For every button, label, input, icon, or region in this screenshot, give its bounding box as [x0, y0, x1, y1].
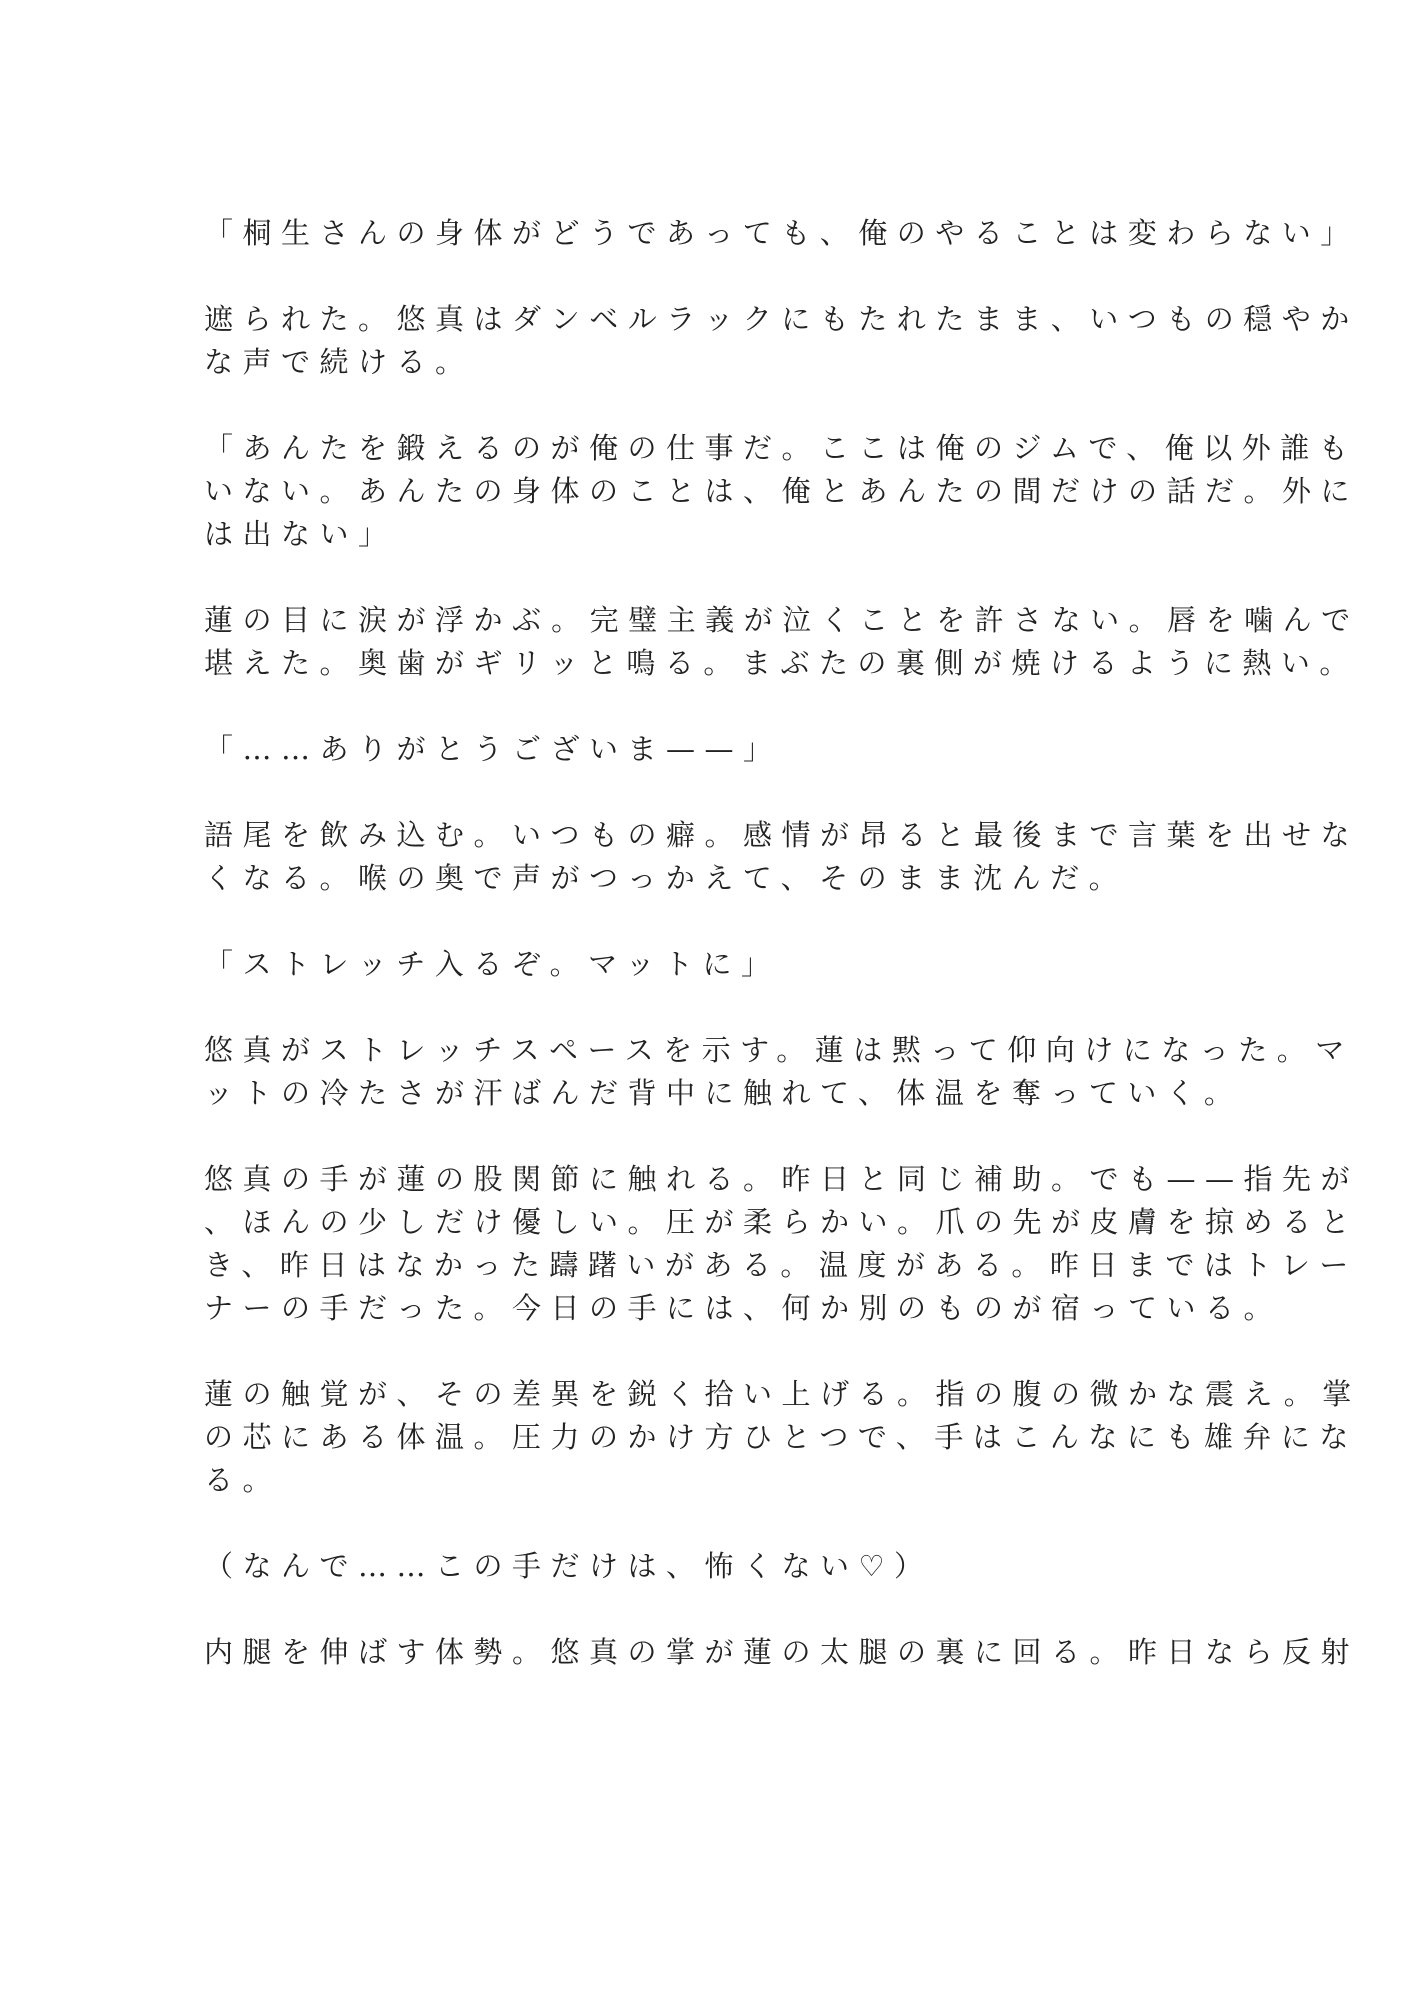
text-line: くなる。喉の奥で声がつっかえて、そのまま沈んだ。 — [204, 861, 1128, 895]
text-line: 悠真の手が蓮の股関節に触れる。昨日と同じ補助。でも——指先が — [204, 1162, 1360, 1196]
paragraph — [204, 1373, 1361, 1502]
text-line: 「……ありがとうございま——」 — [204, 732, 782, 766]
text-line: 語尾を飲み込む。いつもの癖。感情が昂ると最後まで言葉を出せな — [204, 818, 1360, 852]
paragraph-gap — [204, 771, 1214, 814]
paragraph-gap — [204, 685, 1214, 728]
novel-page — [204, 212, 1361, 1674]
text-line: （なんで……この手だけは、怖くない♡） — [204, 1549, 933, 1583]
paragraph — [204, 814, 1360, 900]
text-line: ットの冷たさが汗ばんだ背中に触れて、体温を奪っていく。 — [204, 1076, 1243, 1110]
paragraph-gap — [204, 556, 1214, 599]
text-line: 「あんたを鍛えるのが俺の仕事だ。ここは俺のジムで、俺以外誰も — [204, 431, 1358, 465]
text-line: 堪えた。奥歯がギリッと鳴る。まぶたの裏側が焼けるように熱い。 — [204, 646, 1358, 680]
paragraph-gap — [204, 255, 1214, 298]
paragraph-gap — [204, 384, 1214, 427]
paragraph — [204, 1158, 1360, 1330]
paragraph — [204, 427, 1360, 556]
text-line: る。 — [204, 1463, 282, 1497]
paragraph — [204, 1029, 1354, 1115]
paragraph — [204, 599, 1360, 685]
text-line: き、昨日はなかった躊躇いがある。温度がある。昨日まではトレー — [204, 1248, 1358, 1282]
text-line: 蓮の目に涙が浮かぶ。完璧主義が泣くことを許さない。唇を噛んで — [204, 603, 1360, 637]
paragraph-gap — [204, 1330, 1214, 1373]
paragraph-gap — [204, 1115, 1214, 1158]
text-line: いない。あんたの身体のことは、俺とあんたの間だけの話だ。外に — [204, 474, 1360, 508]
text-line: は出ない」 — [204, 517, 397, 551]
paragraph-gap — [204, 986, 1214, 1029]
paragraph — [204, 212, 1359, 255]
paragraph — [204, 943, 1214, 986]
text-line: の芯にある体温。圧力のかけ方ひとつで、手はこんなにも雄弁にな — [204, 1420, 1358, 1454]
text-line: ナーの手だった。今日の手には、何か別のものが宿っている。 — [204, 1291, 1283, 1325]
text-line: 「ストレッチ入るぞ。マットに」 — [204, 947, 780, 981]
text-line: 「桐生さんの身体がどうであっても、俺のやることは変わらない」 — [204, 216, 1359, 250]
paragraph — [204, 298, 1359, 384]
text-line: 遮られた。悠真はダンベルラックにもたれたまま、いつもの穏やか — [204, 302, 1359, 336]
paragraph — [204, 1631, 1360, 1674]
paragraph-gap — [204, 1588, 1214, 1631]
paragraph — [204, 1545, 1214, 1588]
paragraph — [204, 728, 1214, 771]
text-line: な声で続ける。 — [204, 345, 474, 379]
text-line: 蓮の触覚が、その差異を鋭く拾い上げる。指の腹の微かな震え。掌 — [204, 1377, 1361, 1411]
paragraph-gap — [204, 1502, 1214, 1545]
text-line: 内腿を伸ばす体勢。悠真の掌が蓮の太腿の裏に回る。昨日なら反射 — [204, 1635, 1360, 1669]
text-line: 悠真がストレッチスペースを示す。蓮は黙って仰向けになった。マ — [204, 1033, 1354, 1067]
paragraph-gap — [204, 900, 1214, 943]
text-line: 、ほんの少しだけ優しい。圧が柔らかい。爪の先が皮膚を掠めると — [204, 1205, 1360, 1239]
